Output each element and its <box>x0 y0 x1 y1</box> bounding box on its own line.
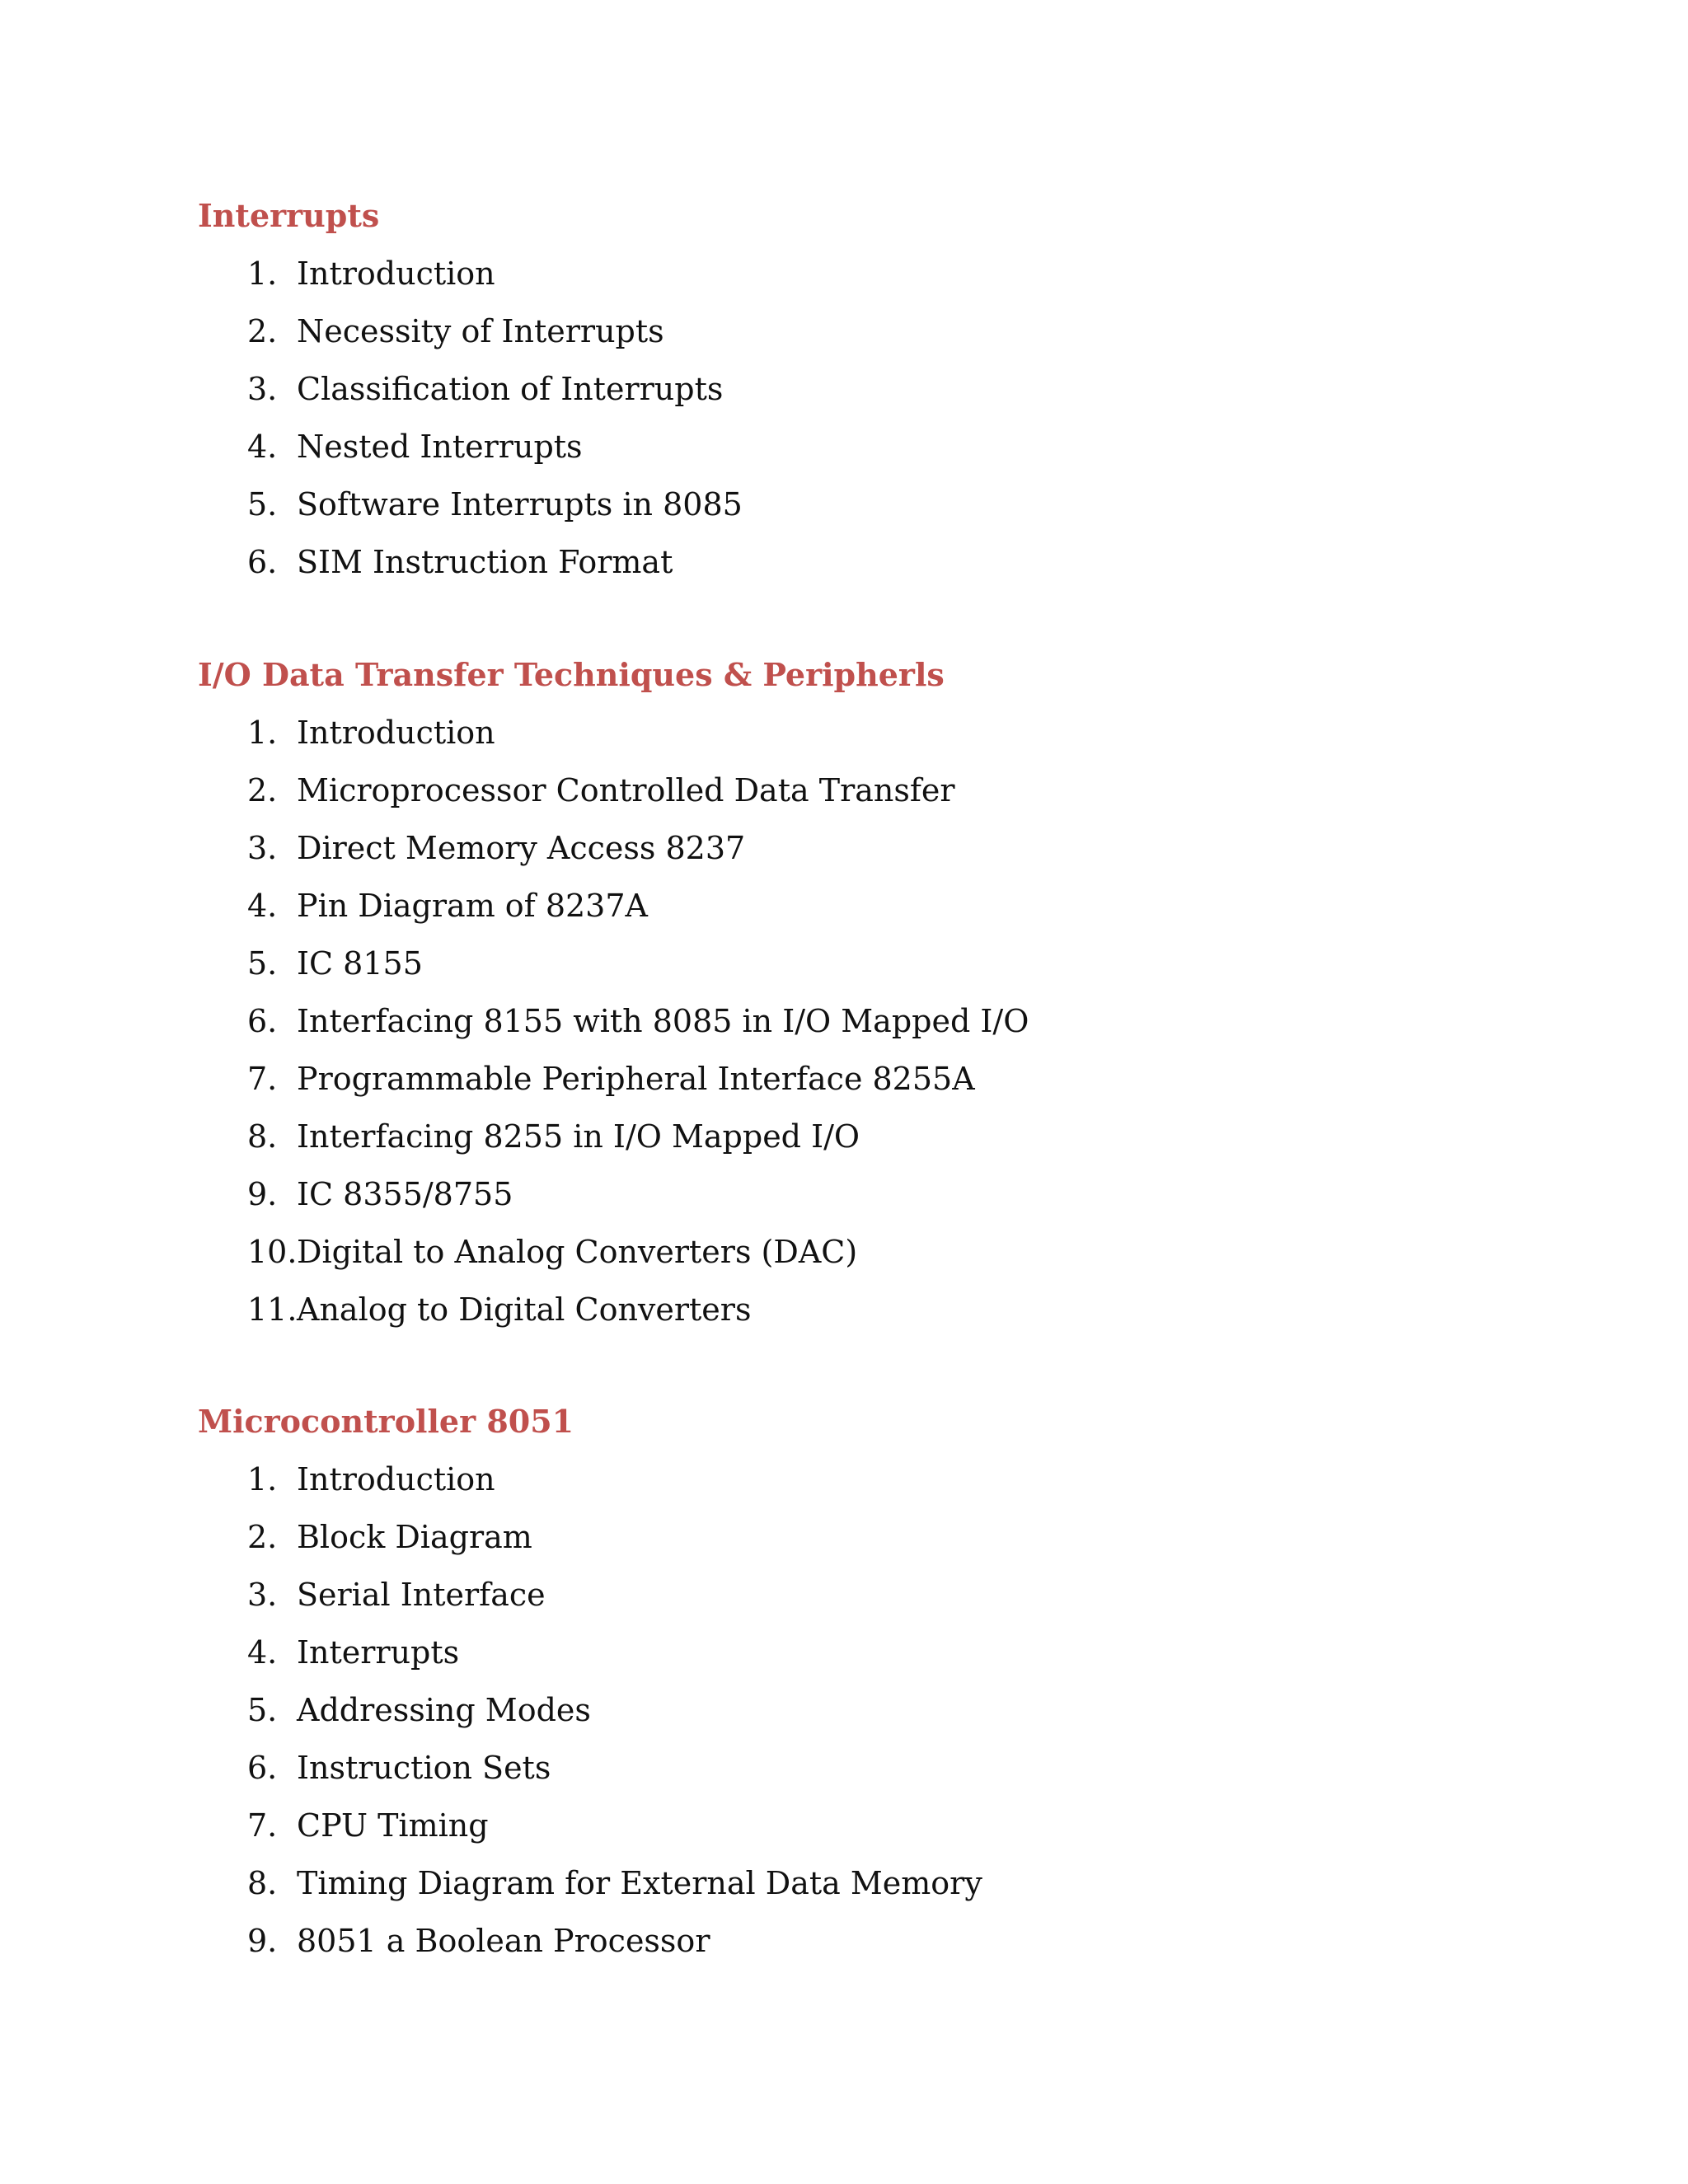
item-label: Introduction <box>297 1461 495 1497</box>
list-item <box>198 1863 1517 1920</box>
item-label: 8051 a Boolean Processor <box>297 1923 710 1959</box>
item-number: 3. <box>247 1577 278 1613</box>
list-item <box>198 426 1517 484</box>
list-item <box>198 541 1517 599</box>
item-number: 1. <box>247 255 278 292</box>
item-number: 2. <box>247 1519 278 1555</box>
item-label: Pin Diagram of 8237A <box>297 888 648 924</box>
item-label: Introduction <box>297 715 495 751</box>
item-number: 8. <box>247 1118 278 1155</box>
item-number: 9. <box>247 1923 278 1959</box>
item-number: 5. <box>247 1692 278 1728</box>
section-heading: I/O Data Transfer Techniques & Peripherls <box>198 656 945 693</box>
list-item <box>198 1920 1517 1978</box>
item-number: 3. <box>247 830 278 866</box>
item-label: Interfacing 8255 in I/O Mapped I/O <box>297 1118 860 1155</box>
item-number: 9. <box>247 1176 278 1212</box>
list-item <box>198 1632 1517 1690</box>
topic-list <box>198 1459 1517 1978</box>
item-label: Interrupts <box>297 1634 460 1671</box>
item-number: 2. <box>247 313 278 349</box>
item-label: Direct Memory Access 8237 <box>297 830 746 866</box>
list-item <box>198 827 1517 885</box>
item-number: 1. <box>247 1461 278 1497</box>
list-item <box>198 484 1517 541</box>
item-number: 8. <box>247 1865 278 1901</box>
item-number: 5. <box>247 486 278 523</box>
list-item <box>198 712 1517 770</box>
item-label: Interfacing 8155 with 8085 in I/O Mapped I/O <box>297 1003 1029 1039</box>
item-number: 6. <box>247 544 278 580</box>
item-label: Necessity of Interrupts <box>297 313 664 349</box>
item-label: Software Interrupts in 8085 <box>297 486 743 523</box>
list-item <box>198 368 1517 426</box>
item-label: Timing Diagram for External Data Memory <box>297 1865 982 1901</box>
list-item <box>198 1289 1517 1347</box>
list-item <box>198 1516 1517 1574</box>
item-label: SIM Instruction Format <box>297 544 673 580</box>
item-label: Digital to Analog Converters (DAC) <box>297 1234 858 1270</box>
section-io-data-transfer <box>198 654 1517 1347</box>
list-item <box>198 885 1517 943</box>
list-item <box>198 1690 1517 1747</box>
list-item <box>198 943 1517 1001</box>
list-item <box>198 1747 1517 1805</box>
item-number: 2. <box>247 772 278 808</box>
list-item <box>198 253 1517 311</box>
item-label: Serial Interface <box>297 1577 546 1613</box>
item-number: 4. <box>247 888 278 924</box>
topic-list <box>198 253 1517 599</box>
list-item <box>198 1574 1517 1632</box>
item-number: 7. <box>247 1061 278 1097</box>
section-microcontroller-8051 <box>198 1401 1517 1978</box>
list-item <box>198 770 1517 827</box>
item-number: 11. <box>247 1291 298 1328</box>
item-label: IC 8155 <box>297 945 423 982</box>
section-interrupts <box>198 195 1517 599</box>
item-label: Instruction Sets <box>297 1750 551 1786</box>
list-item <box>198 311 1517 368</box>
list-item <box>198 1231 1517 1289</box>
list-item <box>198 1058 1517 1116</box>
item-number: 5. <box>247 945 278 982</box>
item-label: CPU Timing <box>297 1807 489 1844</box>
item-label: Analog to Digital Converters <box>297 1291 752 1328</box>
item-number: 3. <box>247 371 278 407</box>
item-number: 1. <box>247 715 278 751</box>
item-number: 4. <box>247 429 278 465</box>
item-label: Microprocessor Controlled Data Transfer <box>297 772 955 808</box>
list-item <box>198 1459 1517 1516</box>
item-label: Classification of Interrupts <box>297 371 724 407</box>
item-number: 6. <box>247 1750 278 1786</box>
item-label: IC 8355/8755 <box>297 1176 513 1212</box>
item-label: Block Diagram <box>297 1519 532 1555</box>
item-number: 10. <box>247 1234 298 1270</box>
topic-list <box>198 712 1517 1347</box>
list-item <box>198 1174 1517 1231</box>
item-label: Addressing Modes <box>297 1692 591 1728</box>
section-heading: Microcontroller 8051 <box>198 1403 574 1440</box>
item-label: Introduction <box>297 255 495 292</box>
section-heading: Interrupts <box>198 197 380 234</box>
item-number: 6. <box>247 1003 278 1039</box>
item-label: Programmable Peripheral Interface 8255A <box>297 1061 975 1097</box>
list-item <box>198 1001 1517 1058</box>
item-number: 4. <box>247 1634 278 1671</box>
item-number: 7. <box>247 1807 278 1844</box>
list-item <box>198 1116 1517 1174</box>
item-label: Nested Interrupts <box>297 429 583 465</box>
list-item <box>198 1805 1517 1863</box>
